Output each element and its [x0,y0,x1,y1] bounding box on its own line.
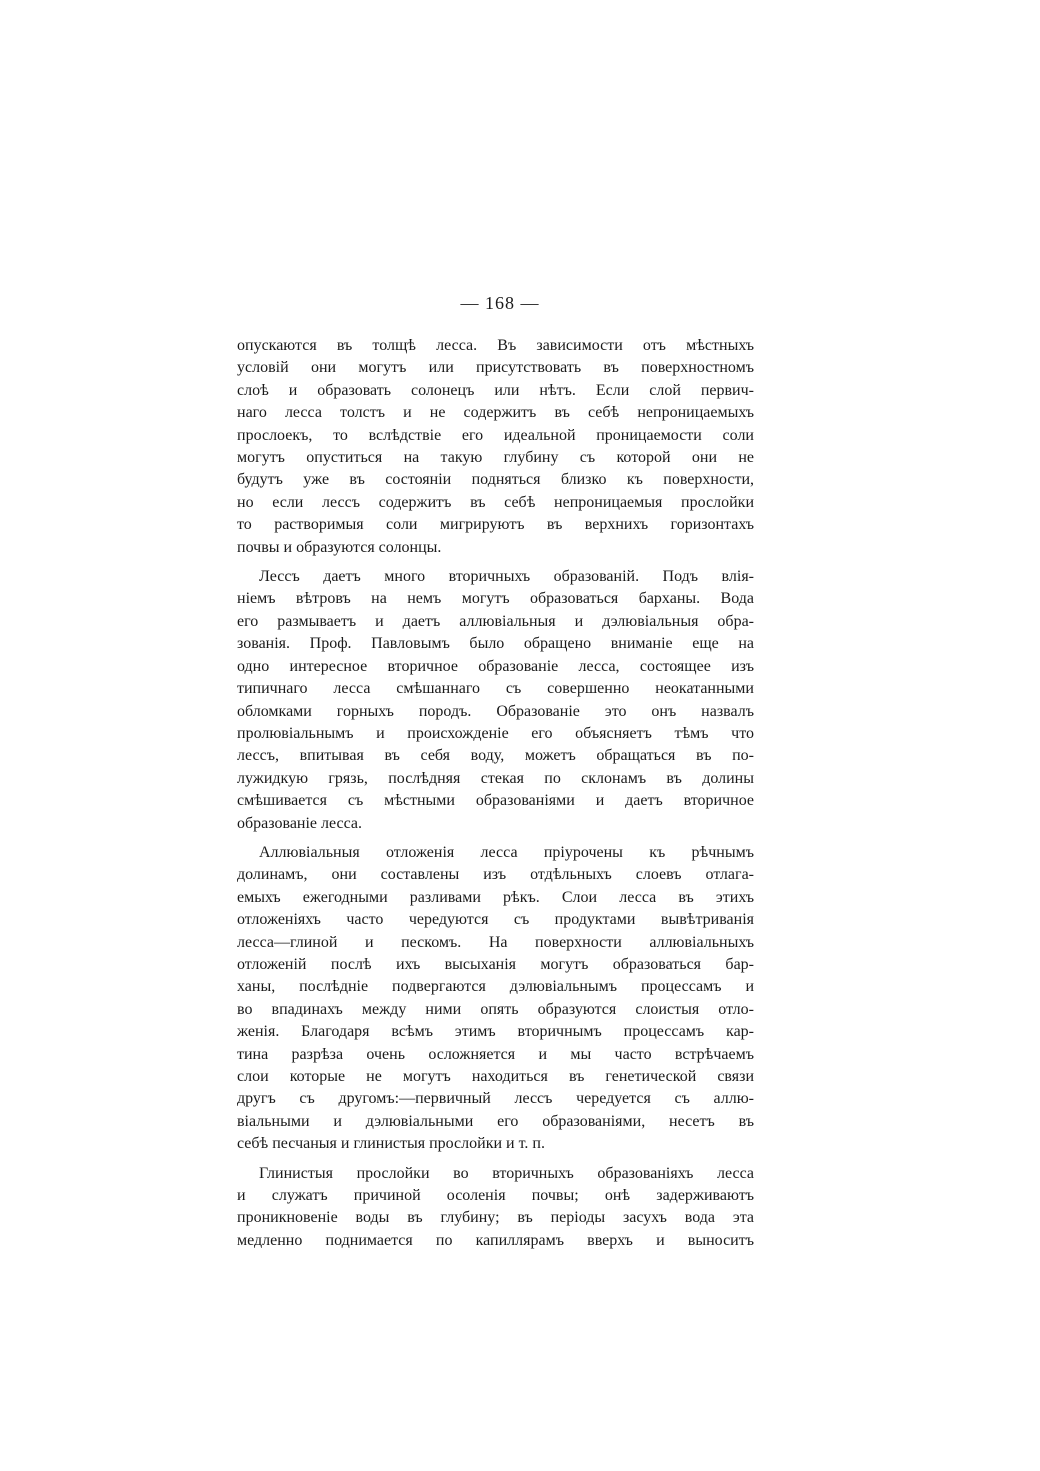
text-line: другъ съ другомъ:—первичный лессъ чередуется съ аллю- [237,1090,754,1108]
text-line: слоѣ и образовать солонецъ или нѣтъ. Если слой первич- [237,381,754,399]
text-line: лессъ, впитывая въ себя воду, можетъ обращаться въ по- [237,747,754,765]
text-line: Лессъ даетъ много вторичныхъ образованій. Подъ влія- [259,568,754,586]
text-line: віальными и дэлювіальными его образованіями, несетъ въ [237,1112,754,1130]
text-line: лужидкую грязь, послѣдняя стекая по склонамъ въ долины [237,769,754,787]
text-line: зованія. Проф. Павловымъ было обращено вниманіе еще на [237,635,754,653]
paragraph-3 [237,842,754,1156]
text-line: слои которые не могутъ находиться въ генетической связи [237,1068,754,1085]
text-line: себѣ песчаныя и глинистыя прослойки и т. п. [237,1135,545,1153]
text-line: ніемъ вѣтровъ на немъ могутъ образоваться барханы. Вода [237,590,754,608]
text-line: условій они могутъ или присутствовать въ поверхностномъ [237,359,754,377]
text-line: могутъ опуститься на такую глубину съ которой они не [237,449,754,467]
text-line: почвы и образуются солонцы. [237,538,442,556]
text-line: женія. Благодаря всѣмъ этимъ вторичнымъ процессамъ кар- [237,1023,754,1041]
text-line: будутъ уже въ состояніи подняться близко къ поверхности, [237,471,754,489]
text-line: проникновеніе воды въ глубину; въ періоды засухъ вода эта [237,1209,754,1227]
paragraph-4 [237,1163,754,1253]
text-line: его размываетъ и даетъ аллювіальныя и дэлювіальныя обра- [237,612,754,630]
text-line: типичнаго лесса смѣшаннаго съ совершенно неокатанными [237,680,754,698]
text-line: опускаются въ толщѣ лесса. Въ зависимости отъ мѣстныхъ [237,337,754,354]
text-line: прослоекъ, то вслѣдствіе его идеальной проницаемости соли [237,426,754,444]
text-line: и служатъ причиной осоленія почвы; онѣ задерживаютъ [237,1187,754,1205]
text-line: то растворимыя соли мигрируютъ въ верхнихъ горизонтахъ [237,516,754,534]
text-line: наго лесса толстъ и не содержитъ въ себѣ непроницаемыхъ [237,404,754,422]
text-line: пролювіальнымъ и происхожденіе его объясняетъ тѣмъ что [237,724,754,742]
text-line: обломками горныхъ породъ. Образованіе это онъ назвалъ [237,702,754,720]
text-line: отложеній послѣ ихъ высыханія могутъ образоваться бар- [237,955,754,973]
text-line: тина разрѣза очень осложняется и мы часто встрѣчаемъ [237,1045,754,1063]
text-line: образованіе лесса. [237,814,363,832]
text-line: одно интересное вторичное образованіе лесса, состоящее изъ [237,657,754,675]
text-line: во впадинахъ между ними опять образуются слоистыя отло- [237,1000,754,1018]
text-line: Глинистыя прослойки во вторичныхъ образованіяхъ лесса [259,1164,754,1182]
text-line: лесса—глиной и пескомъ. На поверхности аллювіальныхъ [237,933,754,951]
paragraph-1 [237,335,754,559]
text-line: медленно поднимается по капиллярамъ вверхъ и выноситъ [237,1231,754,1249]
text-line: емыхъ ежегодными разливами рѣкъ. Слои лесса въ этихъ [237,888,754,906]
text-line: но если лессъ содержитъ въ себѣ непроницаемыя прослойки [237,493,754,511]
paragraph-2 [237,566,754,835]
text-line: ханы, послѣдніе подвергаются дэлювіальнымъ процессамъ и [237,978,754,996]
text-line: отложеніяхъ часто чередуются съ продуктами вывѣтриванія [237,911,754,929]
page-number: — 168 — [460,293,540,313]
text-line: долинамъ, они составлены изъ отдѣльныхъ слоевъ отлага- [237,866,754,884]
text-line: смѣшивается съ мѣстными образованіями и даетъ вторичное [237,792,754,810]
body-text [237,335,754,1259]
text-line: Аллювіальныя отложенія лесса пріурочены къ рѣчнымъ [259,843,754,861]
